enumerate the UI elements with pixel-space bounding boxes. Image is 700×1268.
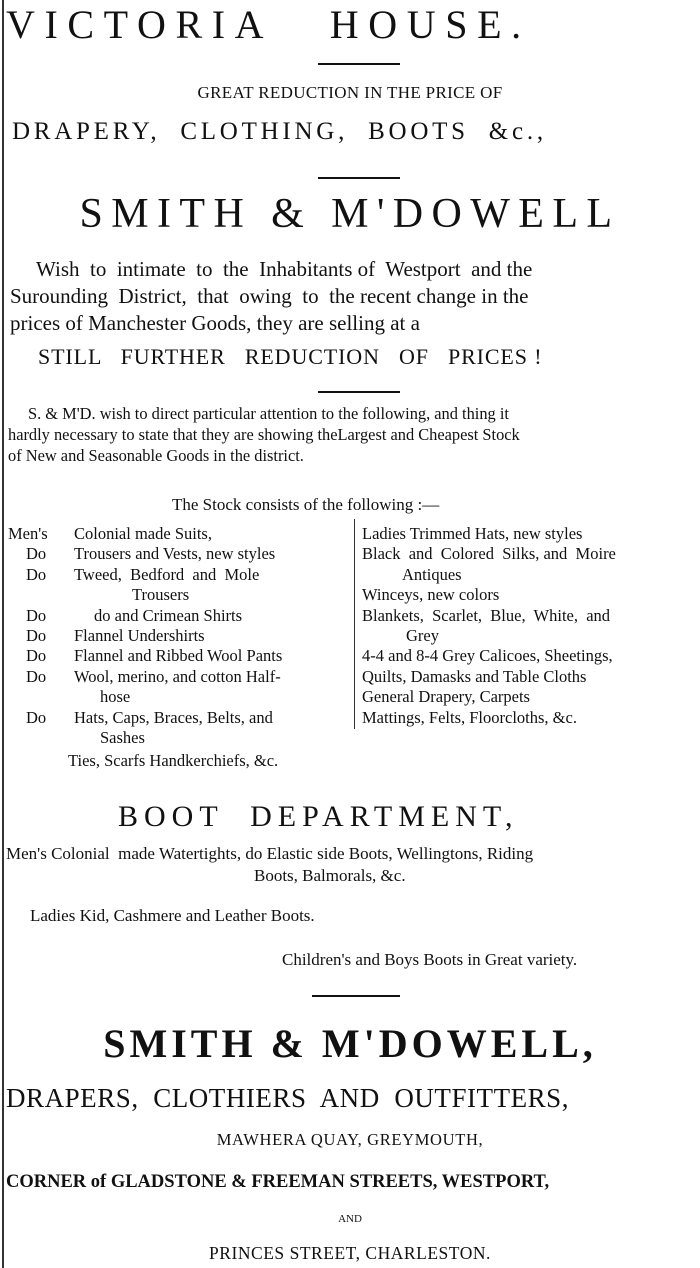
item-label: Do xyxy=(26,707,47,727)
list-item xyxy=(8,585,352,605)
item-text: Hats, Caps, Braces, Belts, and xyxy=(74,707,273,727)
address-charleston: PRINCES STREET, CHARLESTON. xyxy=(209,1243,491,1263)
list-item xyxy=(8,646,352,666)
item-label xyxy=(8,687,74,707)
notice-line: of New and Seasonable Goods in the district. xyxy=(8,446,304,465)
goods-line: DRAPERY, CLOTHING, BOOTS &c., xyxy=(12,118,547,145)
item-label: Do xyxy=(26,605,47,625)
column-divider xyxy=(354,519,355,729)
stock-heading: The Stock consists of the following :— xyxy=(172,495,440,514)
address-westport: CORNER of GLADSTONE & FREEMAN STREETS, WESTPORT, xyxy=(6,1172,550,1192)
boot-ladies-line: Ladies Kid, Cashmere and Leather Boots. xyxy=(30,906,315,925)
item-text: Colonial made Suits, xyxy=(74,524,212,543)
list-item: Mattings, Felts, Floorcloths, &c. xyxy=(362,707,577,727)
item-text: Trousers and Vests, new styles xyxy=(74,544,276,564)
divider-rule xyxy=(318,177,400,179)
store-name: VICTORIA HOUSE. xyxy=(6,2,531,47)
item-label: Do xyxy=(26,626,47,646)
reduction-line: GREAT REDUCTION IN THE PRICE OF xyxy=(197,83,503,102)
firm-name-top: SMITH & M'DOWELL xyxy=(79,191,621,237)
divider-rule xyxy=(318,63,400,65)
list-item: Black and Colored Silks, and Moire xyxy=(362,544,616,564)
list-item: General Drapery, Carpets xyxy=(362,687,530,707)
item-label: Do xyxy=(26,544,47,564)
notice-line: S. & M'D. wish to direct particular attention to the following, and thing it xyxy=(28,404,509,423)
item-text: do and Crimean Shirts xyxy=(94,605,243,625)
list-item: Quilts, Damasks and Table Cloths xyxy=(362,666,587,686)
list-item xyxy=(8,687,352,707)
intro-line: Wish to intimate to the Inhabitants of Westport and the xyxy=(36,257,533,281)
intro-line: Surounding District, that owing to the recent change in the xyxy=(10,284,529,308)
item-text: hose xyxy=(100,687,131,707)
address-greymouth: MAWHERA QUAY, GREYMOUTH, xyxy=(216,1130,484,1149)
item-text: Flannel Undershirts xyxy=(74,626,205,646)
item-text: Flannel and Ribbed Wool Pants xyxy=(74,646,283,666)
list-item xyxy=(8,606,352,626)
boot-heading: BOOT DEPARTMENT, xyxy=(118,800,519,833)
list-item: Ladies Trimmed Hats, new styles xyxy=(362,524,583,543)
list-item: Blankets, Scarlet, Blue, White, and xyxy=(362,605,611,625)
divider-rule xyxy=(312,995,400,997)
list-item: Grey xyxy=(406,626,439,646)
item-label: Do xyxy=(26,666,47,686)
item-label xyxy=(8,585,74,605)
stock-left-last: Ties, Scarfs Handkerchiefs, &c. xyxy=(68,751,279,770)
and-connector: AND xyxy=(338,1213,362,1225)
firm-name-bottom: SMITH & M'DOWELL, xyxy=(103,1021,597,1066)
divider-rule xyxy=(318,391,400,393)
intro-line: prices of Manchester Goods, they are selling at a xyxy=(10,311,420,335)
boot-men-line: Boots, Balmorals, &c. xyxy=(254,866,406,885)
item-text: Sashes xyxy=(100,728,145,748)
item-label: Men's xyxy=(8,524,48,543)
item-text: Wool, merino, and cotton Half- xyxy=(74,666,281,686)
item-text: Tweed, Bedford and Mole xyxy=(74,564,260,584)
list-item xyxy=(8,667,352,687)
item-text: Trousers xyxy=(132,585,190,605)
list-item xyxy=(8,626,352,646)
list-item: 4-4 and 8-4 Grey Calicoes, Sheetings, xyxy=(362,646,613,666)
item-label: Do xyxy=(26,646,47,666)
list-item: Winceys, new colors xyxy=(362,585,500,605)
item-label xyxy=(8,728,74,748)
list-item: Antiques xyxy=(402,564,462,584)
trades-line: DRAPERS, CLOTHIERS AND OUTFITTERS, xyxy=(6,1083,570,1113)
reduction-headline: STILL FURTHER REDUCTION OF PRICES ! xyxy=(38,344,543,369)
boot-men-line: Men's Colonial made Watertights, do Elastic side Boots, Wellingtons, Riding xyxy=(6,844,534,863)
stock-right-column xyxy=(362,524,700,728)
boot-children-line: Children's and Boys Boots in Great variety. xyxy=(282,950,578,969)
item-label: Do xyxy=(26,564,47,584)
list-item xyxy=(8,728,352,748)
list-item xyxy=(8,544,352,564)
stock-left-column xyxy=(8,524,352,748)
list-item xyxy=(8,565,352,585)
list-item xyxy=(8,708,352,728)
list-item xyxy=(8,524,352,544)
notice-line: hardly necessary to state that they are showing theLargest and Cheapest Stock xyxy=(8,425,520,444)
